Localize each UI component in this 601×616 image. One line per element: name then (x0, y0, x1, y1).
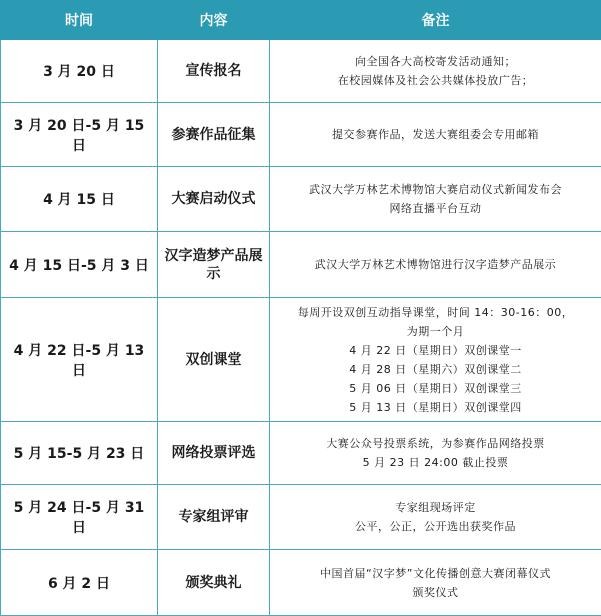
note-line: 向全国各大高校寄发活动通知； (276, 52, 595, 71)
note-line: 5 月 23 日 24:00 截止投票 (276, 453, 595, 472)
note-cell (270, 40, 601, 103)
content-cell: 宣传报名 (158, 40, 270, 103)
note-line: 每周开设双创互动指导课堂，时间 14：30-16：00， (276, 303, 595, 322)
header-note: 备注 (270, 1, 601, 40)
note-line: 颁奖仪式 (276, 583, 595, 602)
note-cell (270, 232, 601, 298)
content-cell: 参赛作品征集 (158, 103, 270, 167)
note-line: 武汉大学万林艺术博物馆大赛启动仪式新闻发布会 (276, 180, 595, 199)
content-cell: 汉字造梦产品展示 (158, 232, 270, 298)
table-row (1, 167, 601, 232)
note-line: 中国首届“汉字梦”文化传播创意大赛闭幕仪式 (276, 564, 595, 583)
time-cell: 6 月 2 日 (1, 550, 158, 616)
note-cell (270, 422, 601, 485)
table-row (1, 103, 601, 167)
time-cell: 5 月 15-5 月 23 日 (1, 422, 158, 485)
note-line: 公平，公正，公开选出获奖作品 (276, 517, 595, 536)
note-line: 在校园媒体及社会公共媒体投放广告； (276, 71, 595, 90)
header-content: 内容 (158, 1, 270, 40)
table-row (1, 298, 601, 422)
content-cell: 专家组评审 (158, 485, 270, 550)
time-cell: 4 月 15 日-5 月 3 日 (1, 232, 158, 298)
table-row (1, 40, 601, 103)
note-line: 大赛公众号投票系统，为参赛作品网络投票 (276, 434, 595, 453)
note-line: 为期一个月 (276, 322, 595, 341)
time-cell: 4 月 22 日-5 月 13 日 (1, 298, 158, 422)
header-time: 时间 (1, 1, 158, 40)
time-cell: 5 月 24 日-5 月 31 日 (1, 485, 158, 550)
note-line: 5 月 06 日（星期日）双创课堂三 (276, 379, 595, 398)
table-row (1, 232, 601, 298)
note-line: 网络直播平台互动 (276, 199, 595, 218)
note-cell (270, 298, 601, 422)
note-cell (270, 167, 601, 232)
note-line: 提交参赛作品，发送大赛组委会专用邮箱 (276, 125, 595, 144)
note-cell (270, 550, 601, 616)
content-cell: 颁奖典礼 (158, 550, 270, 616)
content-cell: 双创课堂 (158, 298, 270, 422)
note-cell (270, 103, 601, 167)
note-line: 5 月 13 日（星期日）双创课堂四 (276, 398, 595, 417)
time-cell: 3 月 20 日-5 月 15 日 (1, 103, 158, 167)
header-row (1, 1, 601, 40)
note-line: 专家组现场评定 (276, 498, 595, 517)
note-line: 4 月 28 日（星期六）双创课堂二 (276, 360, 595, 379)
content-cell: 网络投票评选 (158, 422, 270, 485)
note-line: 武汉大学万林艺术博物馆进行汉字造梦产品展示 (276, 255, 595, 274)
note-line: 4 月 22 日（星期日）双创课堂一 (276, 341, 595, 360)
table-row (1, 422, 601, 485)
note-cell (270, 485, 601, 550)
time-cell: 4 月 15 日 (1, 167, 158, 232)
table-row (1, 485, 601, 550)
table-row (1, 550, 601, 616)
content-cell: 大赛启动仪式 (158, 167, 270, 232)
time-cell: 3 月 20 日 (1, 40, 158, 103)
